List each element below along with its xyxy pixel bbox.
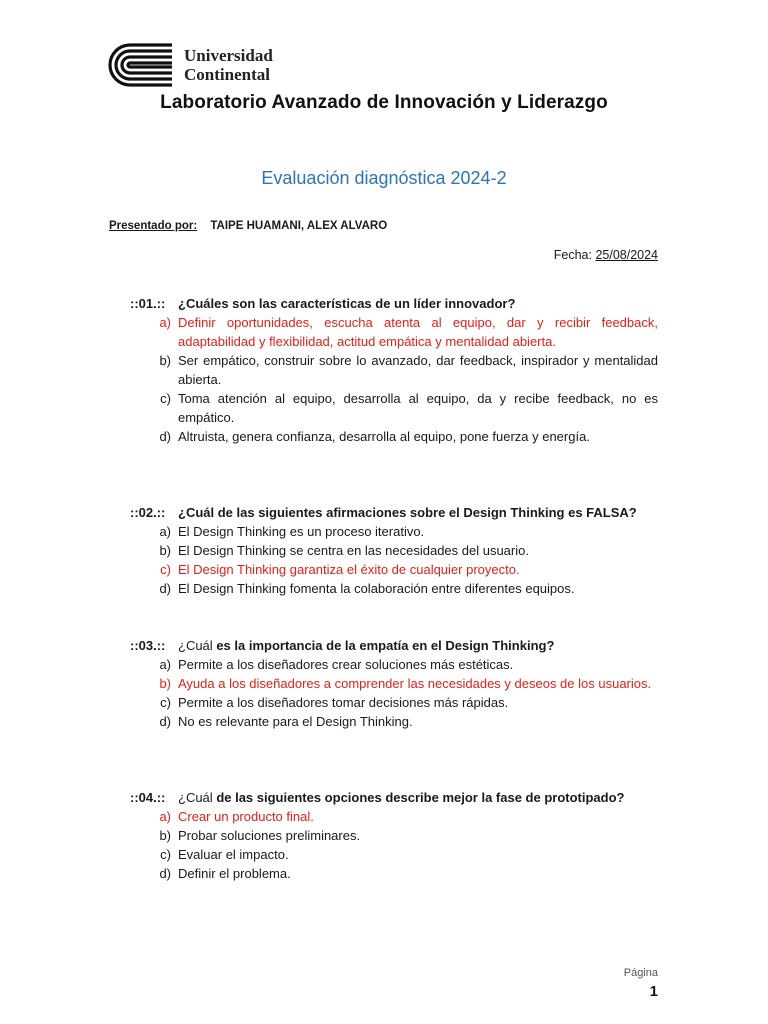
presenter-name: TAIPE HUAMANI, ALEX ALVARO [210,220,388,232]
option-b: b) El Design Thinking se centra en las necesidades del usuario. [159,543,529,558]
option-d: d) El Design Thinking fomenta la colaboración entre diferentes equipos. [159,581,575,596]
option-a: a) Definir oportunidades, escucha atenta al equipo, dar y recibir feedback, adaptabilidad y flexibilidad, actitud empática y mentalidad abierta. [159,315,658,349]
date-value: 25/08/2024 [595,248,658,262]
date-line [554,248,658,262]
question-number: ::02.:: [130,505,166,520]
university-logo [108,42,273,88]
page-label: Página [623,967,658,979]
question-2 [130,503,658,598]
option-b: b) Ayuda a los diseñadores a comprender las necesidades y deseos de los usuarios. [159,676,652,691]
date-label: Fecha: [553,248,592,262]
option-d: d) Altruista, genera confianza, desarrolla al equipo, pone fuerza y energía. [159,429,590,444]
option-b: b) Ser empático, construir sobre lo avanzado, dar feedback, inspirador y mentalidad abierta. [159,353,658,387]
question-number: ::01.:: [130,296,166,311]
question-number: ::03.:: [130,638,166,653]
question-3 [130,636,658,731]
presenter-line [109,220,387,232]
university-name-line1: Universidad [184,46,273,65]
option-d: d) Definir el problema. [159,866,291,881]
option-c: c) Evaluar el impacto. [160,847,289,862]
option-c: c) El Design Thinking garantiza el éxito de cualquier proyecto. [160,562,520,577]
page-number: 1 [649,983,658,1000]
option-c: c) Permite a los diseñadores tomar decisiones más rápidas. [160,695,509,710]
option-a: a) El Design Thinking es un proceso iterativo. [159,524,425,539]
question-text: ¿Cuáles son las características de un líder innovador? [178,296,516,311]
question-4 [130,788,658,883]
presenter-label: Presentado por: [109,220,198,232]
university-name-line2: Continental [184,65,270,84]
university-logo-icon [108,42,174,88]
option-d: d) No es relevante para el Design Thinking. [159,714,413,729]
question-text: ¿Cuál es la importancia de la empatía en el Design Thinking? [178,638,555,653]
question-text: ¿Cuál de las siguientes opciones describe mejor la fase de prototipado? [178,790,625,805]
course-title: Laboratorio Avanzado de Innovación y Liderazgo [160,92,608,113]
question-number: ::04.:: [130,790,166,805]
question-1 [130,294,658,446]
option-a: a) Permite a los diseñadores crear soluciones más estéticas. [159,657,514,672]
option-a: a) Crear un producto final. [159,809,314,824]
option-c: c) Toma atención al equipo, desarrolla al equipo, da y recibe feedback, no es empático. [160,391,658,425]
option-b: b) Probar soluciones preliminares. [159,828,361,843]
evaluation-title: Evaluación diagnóstica 2024-2 [261,168,507,188]
question-text: ¿Cuál de las siguientes afirmaciones sobre el Design Thinking es FALSA? [178,505,637,520]
